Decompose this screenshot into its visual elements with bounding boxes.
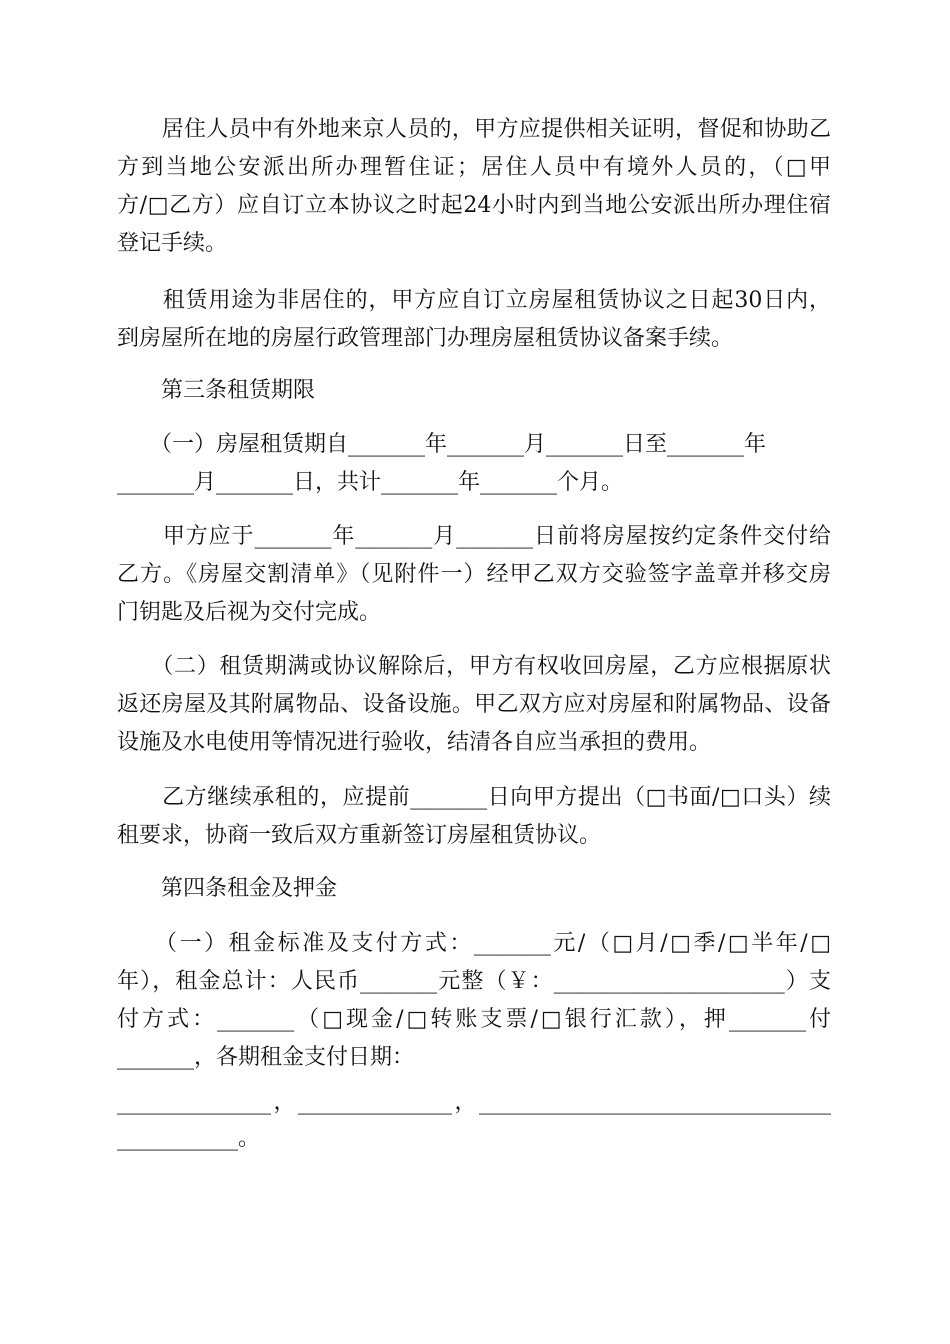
text-line: 到房屋所在地的房屋行政管理部门办理房屋租赁协议备案手续。 bbox=[117, 326, 734, 351]
text-line: （一）房屋租赁期自_______年_______月_______日至_______年 bbox=[117, 432, 767, 457]
text-line: 返还房屋及其附属物品、设备设施。甲乙双方应对房屋和附属物品、设备 bbox=[117, 692, 831, 717]
text-line: 付方式：_______（□现金/□转账支票/□银行汇款），押_______付 bbox=[117, 1007, 831, 1032]
text-line: 年），租金总计：人民币_______元整（￥：_____________________）支 bbox=[117, 969, 831, 994]
text-line: ___________。 bbox=[117, 1126, 261, 1151]
text-line: _______，各期租金支付日期： bbox=[117, 1045, 415, 1070]
text-line: 乙方继续承租的，应提前_______日向甲方提出（□书面/□口头）续 bbox=[117, 785, 831, 810]
text-line: _______月_______日，共计_______年_______个月。 bbox=[117, 470, 624, 495]
text-line: 登记手续。 bbox=[117, 231, 228, 256]
text-line: 甲方应于_______年_______月_______日前将房屋按约定条件交付给 bbox=[117, 524, 831, 549]
text-line: ______________，______________，________________________________ bbox=[117, 1090, 831, 1115]
text-line: 方到当地公安派出所办理暂住证；居住人员中有境外人员的，（□甲 bbox=[117, 155, 831, 180]
text-line: 租赁用途为非居住的，甲方应自订立房屋租赁协议之日起30日内， bbox=[117, 288, 831, 313]
text-line: 乙方。《房屋交割清单》（见附件一）经甲乙双方交验签字盖章并移交房 bbox=[117, 562, 831, 587]
text-line: （二）租赁期满或协议解除后，甲方有权收回房屋，乙方应根据原状 bbox=[117, 654, 831, 679]
section-heading: 第三条租赁期限 bbox=[117, 378, 316, 403]
text-line: 方/□乙方）应自订立本协议之时起24小时内到当地公安派出所办理住宿 bbox=[117, 193, 831, 218]
section-heading: 第四条租金及押金 bbox=[117, 876, 338, 901]
text-line: 设施及水电使用等情况进行验收，结清各自应当承担的费用。 bbox=[117, 730, 712, 755]
text-line: 居住人员中有外地来京人员的，甲方应提供相关证明，督促和协助乙 bbox=[117, 117, 831, 142]
text-line: 门钥匙及后视为交付完成。 bbox=[117, 600, 382, 625]
text-line: （一）租金标准及支付方式：_______元/（□月/□季/□半年/□ bbox=[117, 931, 831, 956]
text-line: 租要求，协商一致后双方重新签订房屋租赁协议。 bbox=[117, 823, 602, 848]
